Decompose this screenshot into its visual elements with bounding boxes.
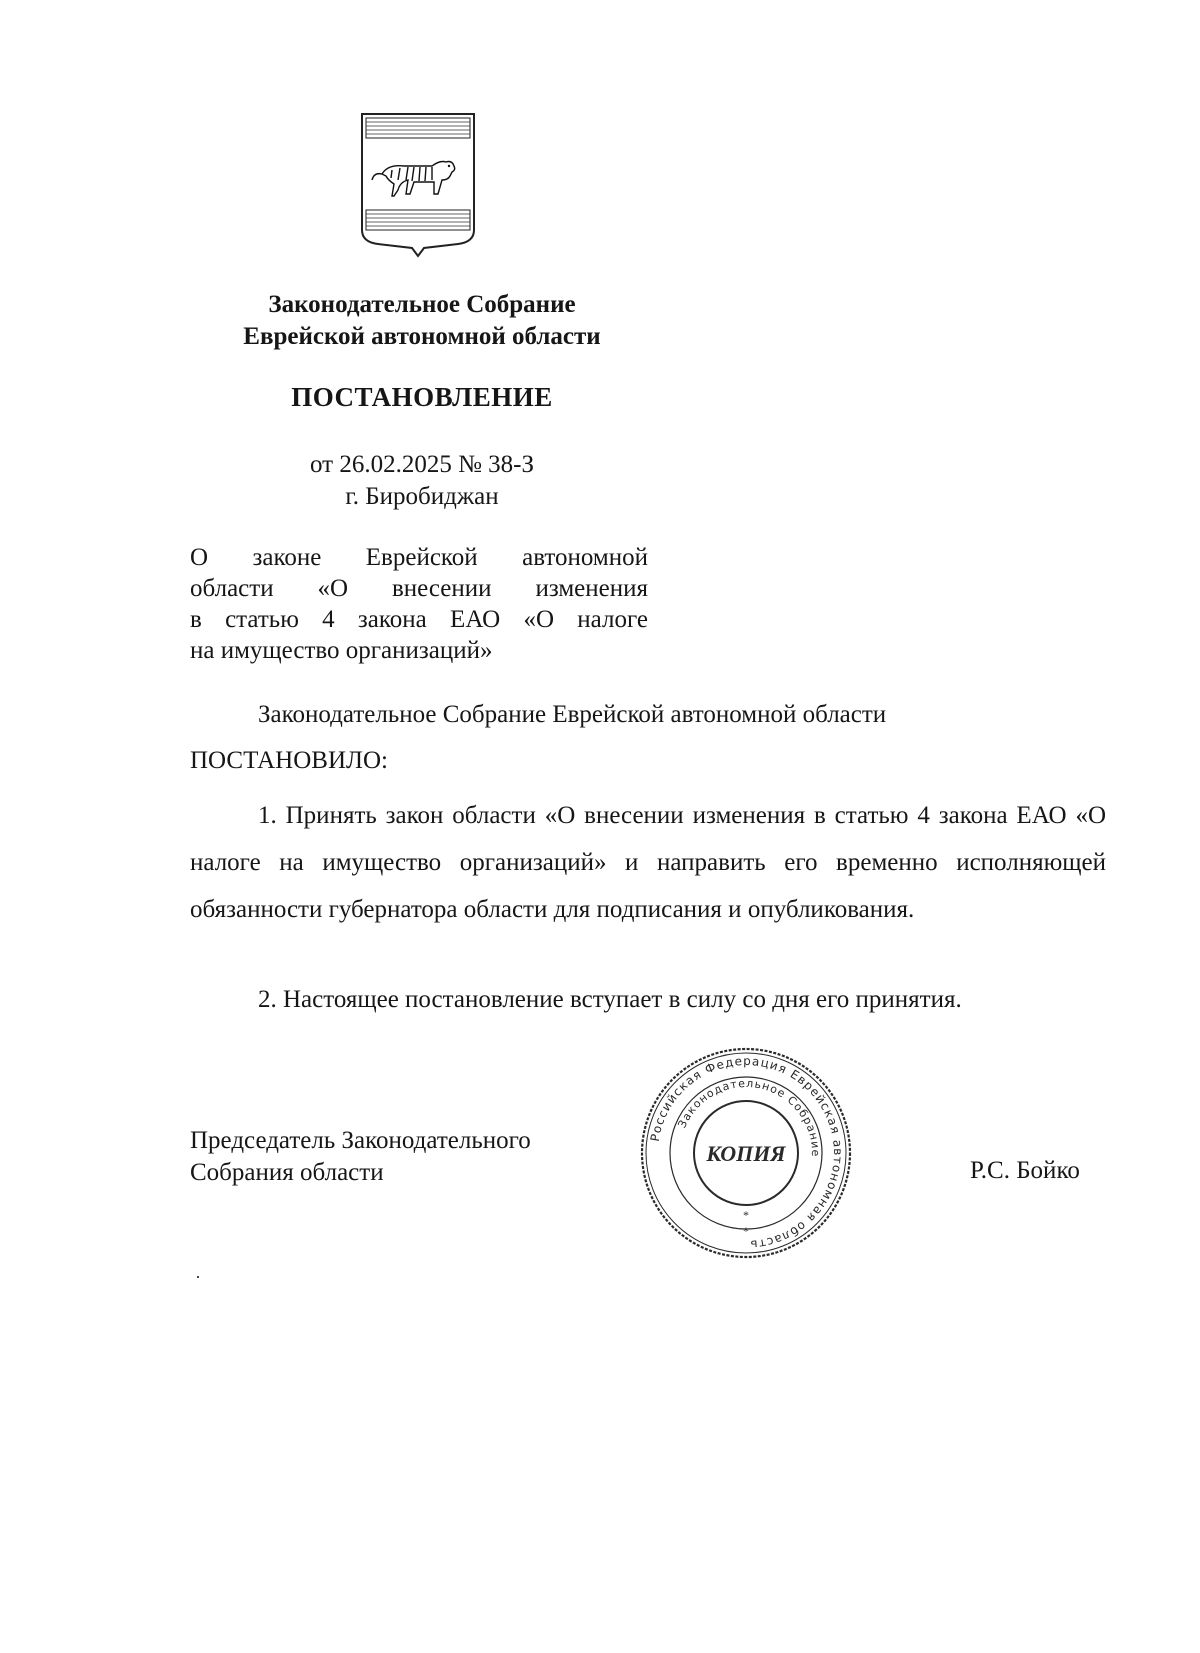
preamble: Законодательное Собрание Еврейской автономной области	[258, 701, 887, 728]
subject-line: области «О внесении изменения	[190, 575, 648, 602]
subject-line: О законе Еврейской автономной	[190, 544, 648, 571]
org-name-line1: Законодательное Собрание	[268, 291, 576, 318]
signatory-position-line2: Собрания области	[190, 1159, 384, 1186]
stamp-center-word: КОПИЯ	[706, 1141, 786, 1166]
resolution-item-1: 1. Принять закон области «О внесении изменения в статью 4 закона ЕАО «О налоге на имущество организаций» и направить его временно исполняющей обязанности губернатора области для подписания и опубликования.	[190, 802, 1106, 923]
subject-block	[190, 542, 648, 666]
signatory-position	[190, 1125, 531, 1189]
signatory-name: Р.С. Бойко	[970, 1157, 1080, 1184]
stamp-outer-ring-text: Российская Федерация Еврейская автономная область	[647, 1053, 846, 1252]
round-seal-icon	[636, 1043, 856, 1263]
stamp-inner-ring-text: Законодательное Собрание	[675, 1076, 823, 1158]
signatory-position-line1: Председатель Законодательного	[190, 1127, 531, 1154]
star-icon: *	[743, 1208, 749, 1222]
city: г. Биробиджан	[345, 483, 499, 510]
subject-line: в статью 4 закона ЕАО «О налоге	[190, 606, 648, 633]
resolved-heading: ПОСТАНОВИЛО:	[190, 747, 388, 774]
resolution-item-2: 2. Настоящее постановление вступает в силу со дня его принятия.	[258, 986, 962, 1013]
document-type-title: ПОСТАНОВЛЕНИЕ	[291, 382, 553, 412]
scan-speck	[197, 1276, 199, 1278]
coat-of-arms-tiger-icon	[358, 110, 478, 258]
subject-line: на имущество организаций»	[190, 637, 493, 664]
star-icon: *	[743, 1224, 749, 1238]
date-number: от 26.02.2025 № 38-З	[309, 451, 535, 478]
org-name-line2: Еврейской автономной области	[243, 323, 601, 350]
